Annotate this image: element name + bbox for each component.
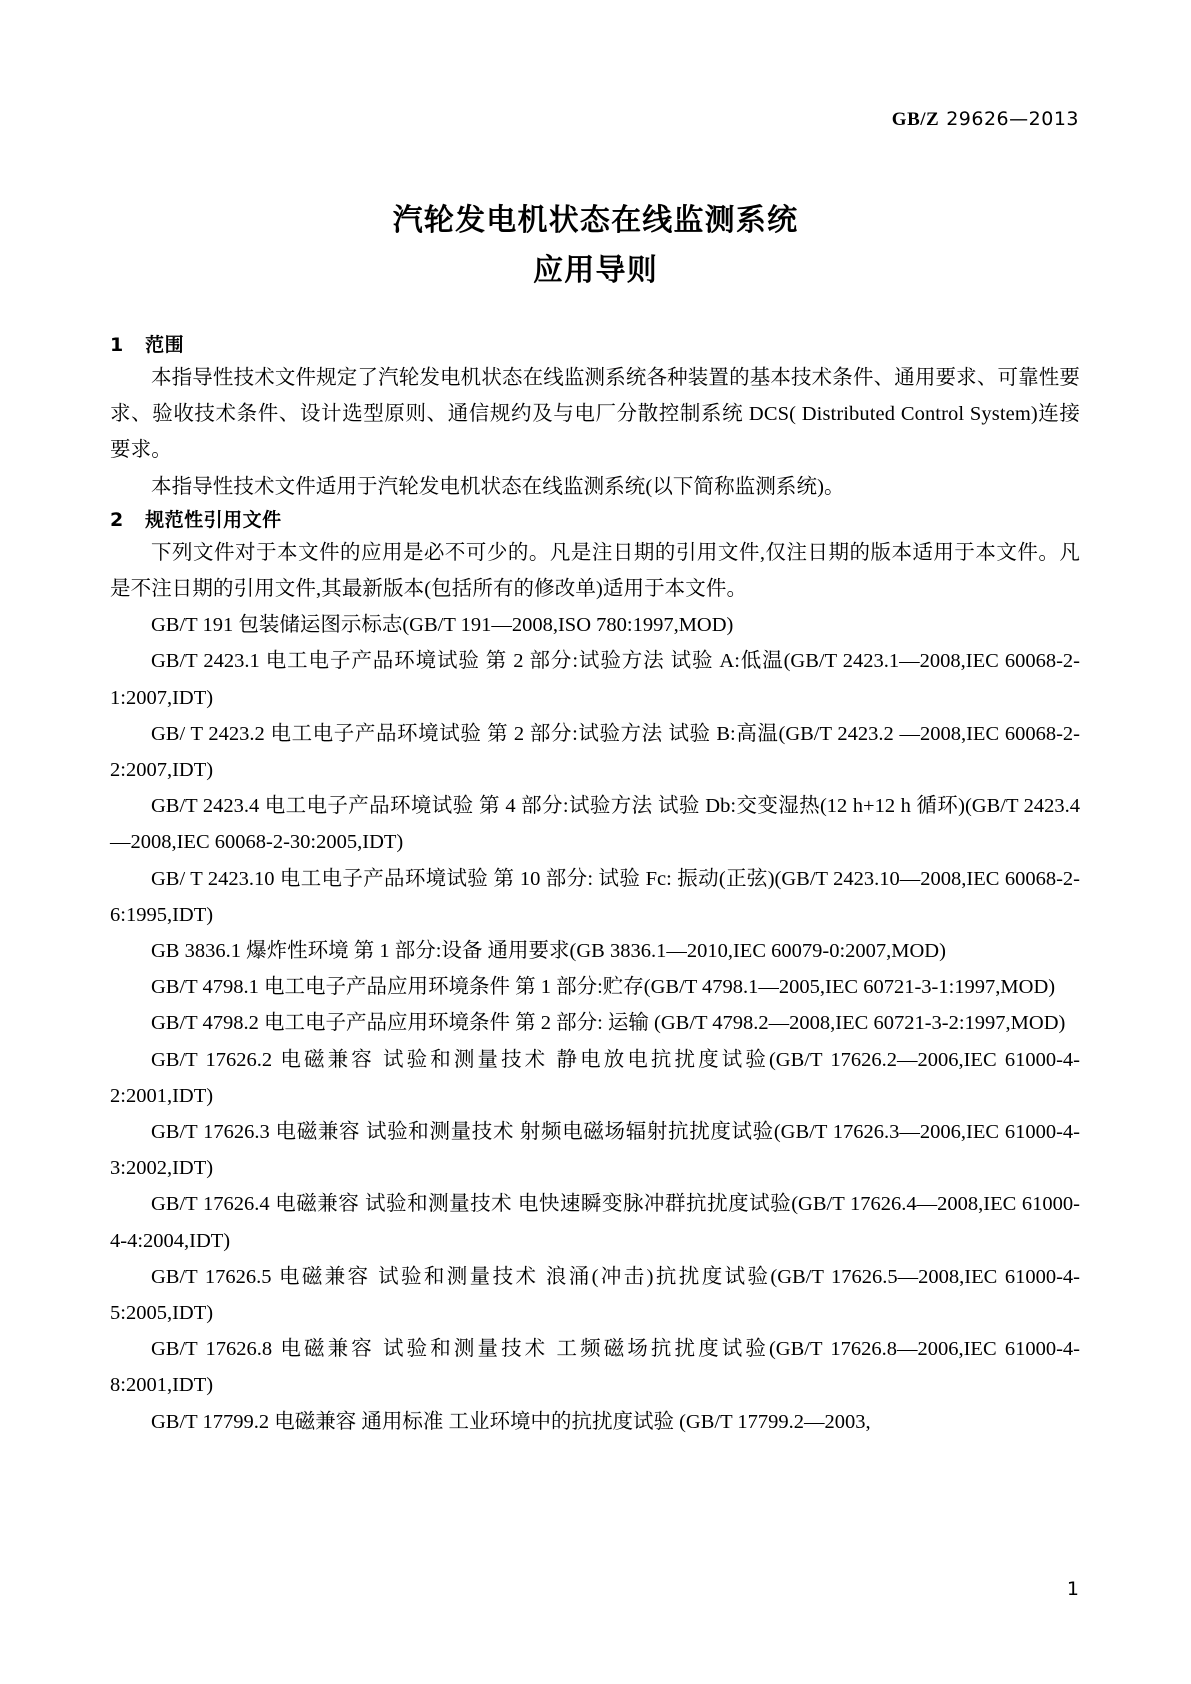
reference-item: GB/T 191 包装储运图示标志(GB/T 191—2008,ISO 780:1997,MOD)	[151, 614, 734, 637]
reference-item: GB 3836.1 爆炸性环境 第 1 部分:设备 通用要求(GB 3836.1—2010,IEC 60079-0:2007,MOD)	[151, 940, 946, 963]
reference-item: GB/T 17626.4 电磁兼容 试验和测量技术 电快速瞬变脉冲群抗扰度试验(GB/T 17626.4—2008,IEC 61000-4-4:2004,IDT)	[110, 1193, 1080, 1252]
title-line-1: 汽轮发电机状态在线监测系统	[392, 203, 799, 238]
clause-1-paragraph-1: 本指导性技术文件规定了汽轮发电机状态在线监测系统各种装置的基本技术条件、通用要求、可靠性要求、验收技术条件、设计选型原则、通信规约及与电厂分散控制系统 DCS( Distributed Control System)连接要求。	[110, 367, 1080, 462]
title-line-2: 应用导则	[533, 253, 658, 288]
standard-prefix: GB/Z	[891, 109, 940, 130]
reference-item: GB/T 17626.2 电磁兼容 试验和测量技术 静电放电抗扰度试验(GB/T 17626.2—2006,IEC 61000-4-2:2001,IDT)	[110, 1048, 1080, 1107]
document-body	[110, 330, 1080, 1440]
reference-item: GB/T 17626.8 电磁兼容 试验和测量技术 工频磁场抗扰度试验(GB/T 17626.8—2006,IEC 61000-4-8:2001,IDT)	[110, 1338, 1080, 1397]
standard-number: 29626—2013	[946, 108, 1079, 130]
reference-item: GB/ T 2423.2 电工电子产品环境试验 第 2 部分:试验方法 试验 B:高温(GB/T 2423.2 —2008,IEC 60068-2-2:2007,IDT)	[110, 722, 1080, 782]
reference-item: GB/T 2423.1 电工电子产品环境试验 第 2 部分:试验方法 试验 A:低温(GB/T 2423.1—2008,IEC 60068-2-1:2007,IDT)	[110, 650, 1080, 709]
clause-heading-1: 1 范围	[110, 334, 185, 356]
page-number: 1	[1066, 1578, 1079, 1600]
reference-item: GB/T 17626.3 电磁兼容 试验和测量技术 射频电磁场辐射抗扰度试验(GB/T 17626.3—2006,IEC 61000-4-3:2002,IDT)	[110, 1121, 1080, 1180]
reference-item: GB/ T 2423.10 电工电子产品环境试验 第 10 部分: 试验 Fc: 振动(正弦)(GB/T 2423.10—2008,IEC 60068-2-6:1995,IDT)	[110, 867, 1080, 926]
page-title	[0, 196, 1191, 296]
reference-item: GB/T 17799.2 电磁兼容 通用标准 工业环境中的抗扰度试验 (GB/T 17799.2—2003,	[151, 1410, 871, 1433]
clause-heading-2: 2 规范性引用文件	[110, 508, 282, 531]
clause-1-paragraph-2: 本指导性技术文件适用于汽轮发电机状态在线监测系统(以下简称监测系统)。	[151, 475, 845, 498]
running-header	[110, 108, 1079, 131]
reference-item: GB/T 17626.5 电磁兼容 试验和测量技术 浪涌(冲击)抗扰度试验(GB/T 17626.5—2008,IEC 61000-4-5:2005,IDT)	[110, 1265, 1080, 1325]
reference-item: GB/T 2423.4 电工电子产品环境试验 第 4 部分:试验方法 试验 Db:交变湿热(12 h+12 h 循环)(GB/T 2423.4—2008,IEC 60068-2-30:2005,IDT)	[110, 795, 1080, 854]
clause-2-paragraph-1: 下列文件对于本文件的应用是必不可少的。凡是注日期的引用文件,仅注日期的版本适用于本文件。凡是不注日期的引用文件,其最新版本(包括所有的修改单)适用于本文件。	[110, 541, 1080, 601]
reference-item: GB/T 4798.2 电工电子产品应用环境条件 第 2 部分: 运输 (GB/T 4798.2—2008,IEC 60721-3-2:1997,MOD)	[151, 1012, 1066, 1035]
reference-item: GB/T 4798.1 电工电子产品应用环境条件 第 1 部分:贮存(GB/T 4798.1—2005,IEC 60721-3-1:1997,MOD)	[151, 976, 1056, 999]
